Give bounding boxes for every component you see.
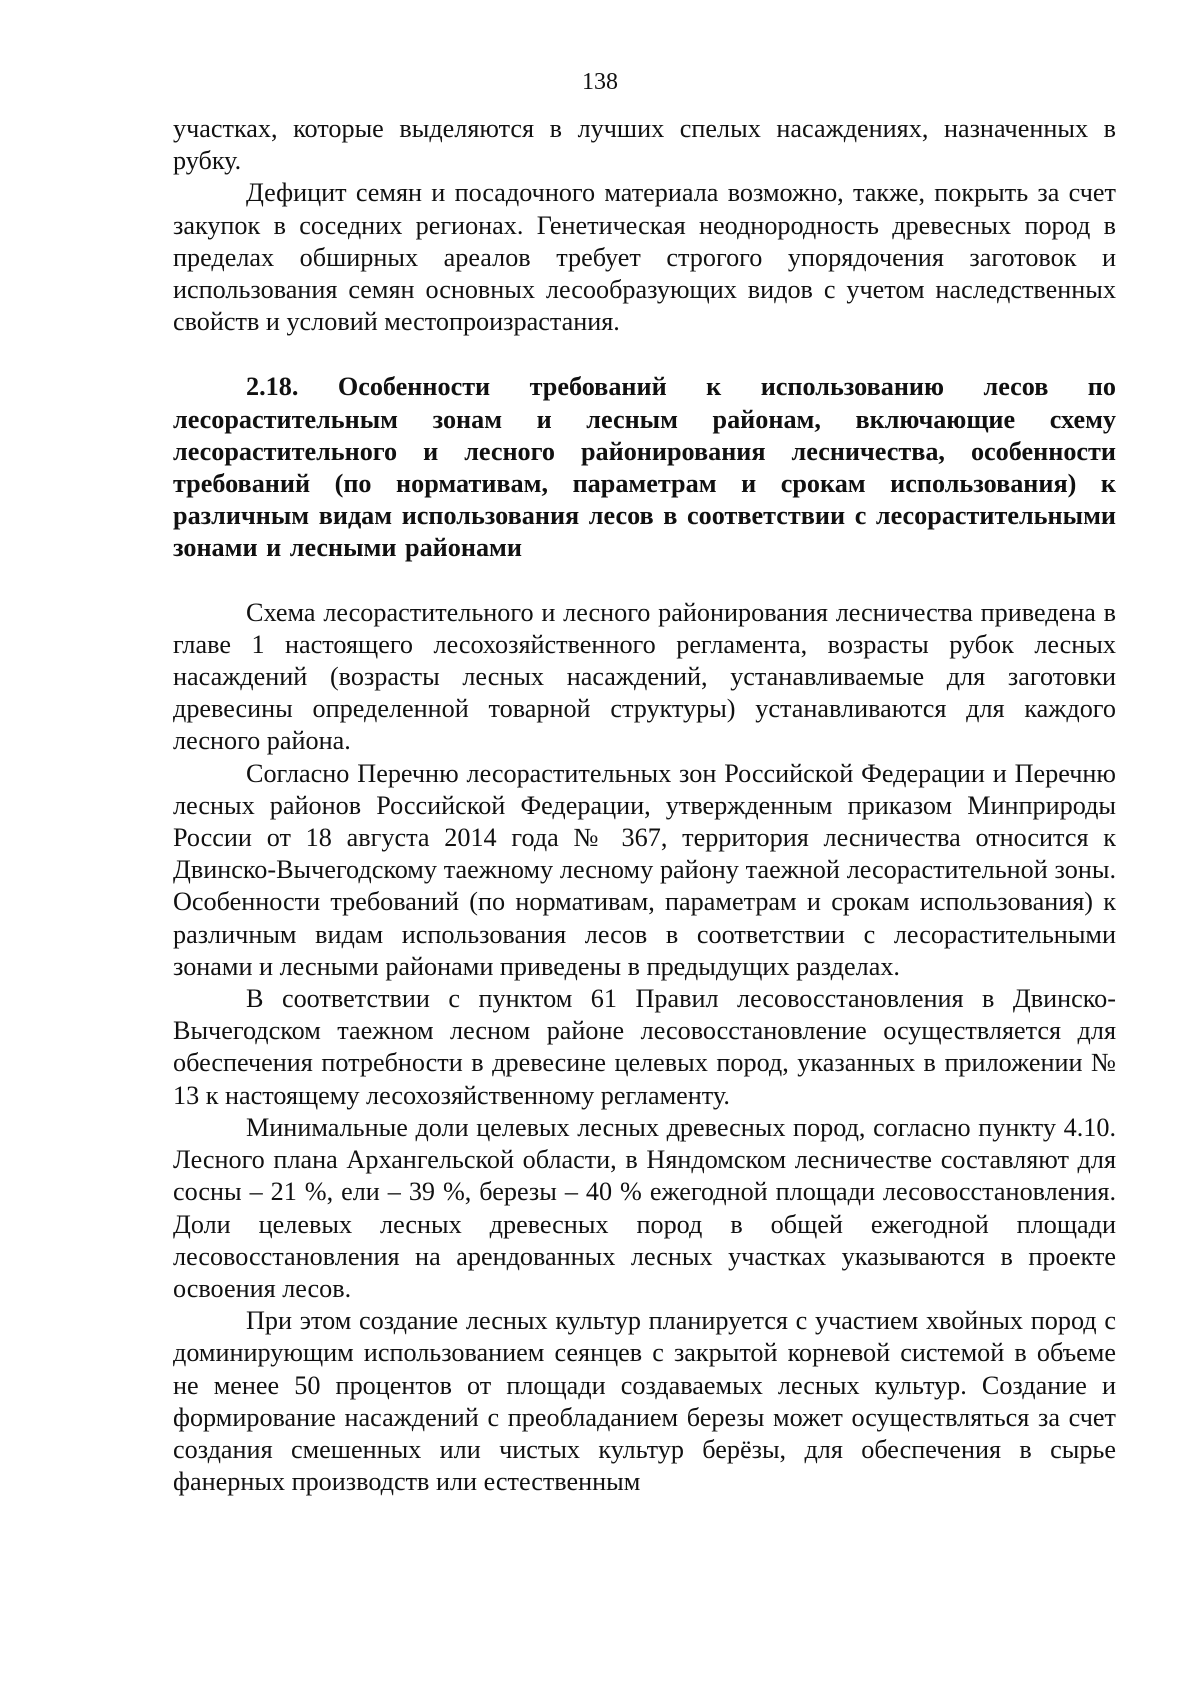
section-heading: 2.18. Особенности требований к использованию лесов по лесорастительным зонам и лесным районам, включающие схему лесорастительного и лесного районирования лесничества, особенности требований (по нормативам, параметрам и срокам использования) к различным видам использования лесов в соответствии с лесорастительными зонами и лесными районами	[173, 372, 1116, 563]
page-number: 138	[582, 69, 618, 95]
paragraph-reforestation-rules: В соответствии с пунктом 61 Правил лесовосстановления в Двинско-Вычегодском таежном лесном районе лесовосстановление осуществляется для обеспечения потребности в древесине целевых пород, указанных в приложении № 13 к настоящему лесохозяйственному регламенту.	[173, 984, 1116, 1110]
paragraph-seed-deficit: Дефицит семян и посадочного материала возможно, также, покрыть за счет закупок в соседних регионах. Генетическая неоднородность древесных пород в пределах обширных ареалов требует строгого упорядочения заготовок и использования семян основных лесообразующих видов с учетом наследственных свойств и условий местопроизрастания.	[173, 178, 1116, 337]
paragraph-continuation: участках, которые выделяются в лучших спелых насаждениях, назначенных в рубку.	[173, 114, 1116, 176]
paragraph-zoning-scheme: Схема лесорастительного и лесного районирования лесничества приведена в главе 1 настоящего лесохозяйственного регламента, возрасты рубок лесных насаждений (возрасты лесных насаждений, устанавливаемые для заготовки древесины определенной товарной структуры) устанавливаются для каждого лесного района.	[173, 597, 1116, 756]
paragraph-forest-cultures: При этом создание лесных культур планируется с участием хвойных пород с доминирующим использованием сеянцев с закрытой корневой системой в объеме не менее 50 процентов от площади создаваемых лесных культур. Создание и формирование насаждений с преобладанием березы может осуществляться за счет создания смешенных или чистых культур берёзы, для обеспечения в сырье фанерных производств или естественным	[173, 1306, 1116, 1497]
paragraph-forest-zones: Согласно Перечню лесорастительных зон Российской Федерации и Перечню лесных районов Российской Федерации, утвержденным приказом Минприроды России от 18 августа 2014 года № 367, территория лесничества относится к Двинско-Вычегодскому таежному лесному району таежной лесорастительной зоны. Особенности требований (по нормативам, параметрам и срокам использования) к различным видам использования лесов в соответствии с лесорастительными зонами и лесными районами приведены в предыдущих разделах.	[173, 758, 1116, 981]
paragraph-species-shares: Минимальные доли целевых лесных древесных пород, согласно пункту 4.10. Лесного плана Архангельской области, в Няндомском лесничестве составляют для сосны – 21 %, ели – 39 %, березы – 40 % ежегодной площади лесовосстановления. Доли целевых лесных древесных пород в общей ежегодной площади лесовосстановления на арендованных лесных участках указываются в проекте освоения лесов.	[173, 1112, 1116, 1303]
document-body	[173, 113, 1116, 1498]
